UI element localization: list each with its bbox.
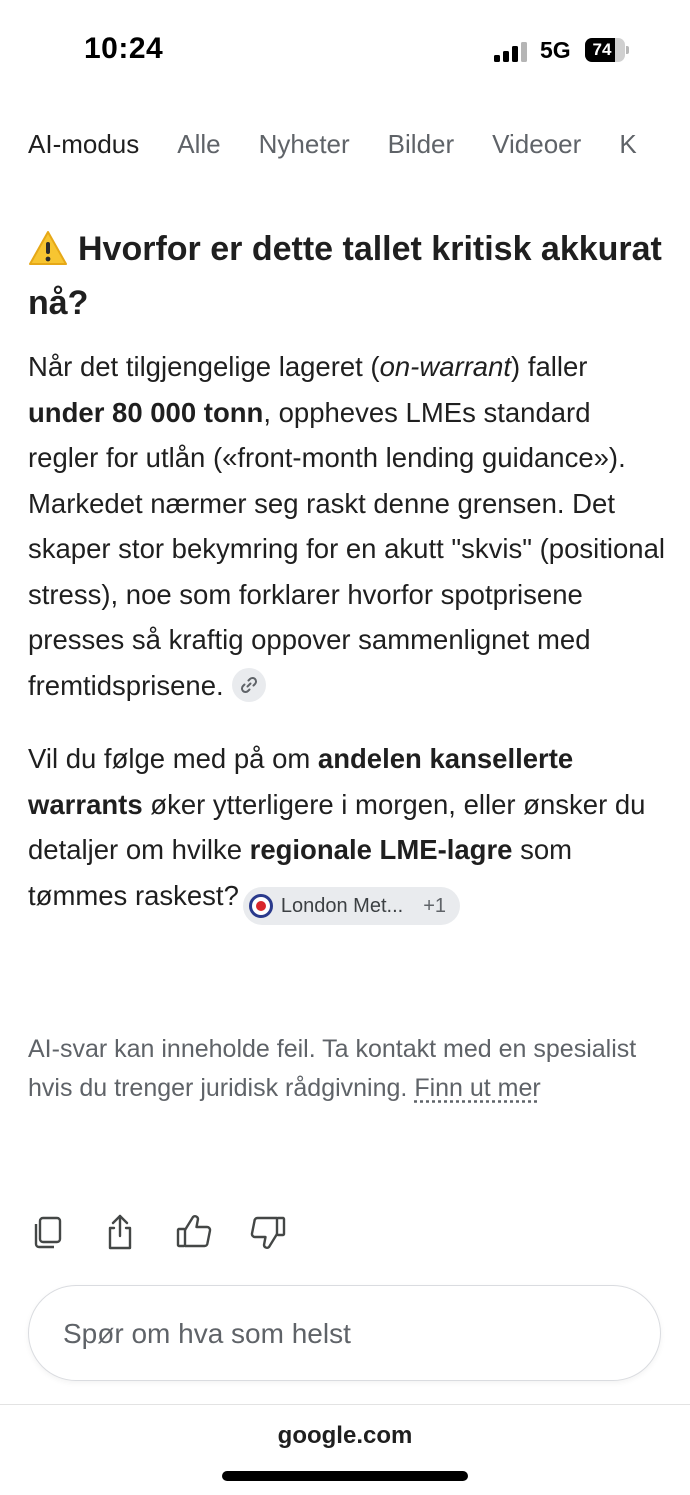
share-icon[interactable] [100, 1212, 140, 1252]
ai-answer [28, 222, 668, 925]
link-icon [240, 676, 258, 694]
tab-ai-mode[interactable]: AI-modus [28, 129, 140, 159]
thumbs-up-icon[interactable] [174, 1212, 214, 1252]
network-type: 5G [540, 37, 571, 63]
disclaimer-text: AI-svar kan inneholde feil. Ta kontakt med en spesialist hvis du trenger juridisk rådgivning. [28, 1035, 637, 1102]
source-chip-label: London Met... [280, 894, 404, 917]
ai-disclaimer [28, 1030, 668, 1107]
home-indicator[interactable] [222, 1471, 468, 1481]
tab-more[interactable]: K [619, 129, 637, 159]
battery-level: 74 [592, 40, 612, 59]
text-bold: under 80 000 tonn [28, 396, 264, 428]
lme-logo-icon [249, 894, 273, 918]
warning-icon [28, 230, 68, 266]
battery-icon [585, 38, 629, 62]
search-tabs [28, 122, 690, 168]
browser-url[interactable]: google.com [277, 1422, 413, 1449]
source-chip-extra: +1 [423, 894, 446, 917]
answer-heading [28, 222, 668, 330]
tab-news[interactable]: Nyheter [258, 129, 350, 159]
text-bold: regionale LME-lagre [249, 834, 513, 865]
source-chip[interactable] [243, 887, 460, 925]
text-segment: Vil du følge med på om [28, 743, 318, 774]
ask-input[interactable] [63, 1314, 623, 1354]
text-segment: Når det tilgjengelige lageret ( [28, 351, 380, 382]
text-segment: øker ytterligere i morgen, eller ønsker du detaljer om hvilke [28, 788, 646, 865]
answer-heading-text: Hvorfor er dette tallet kritisk akkurat nå? [28, 230, 662, 322]
thumbs-down-icon[interactable] [248, 1212, 288, 1252]
tab-videos[interactable]: Videoer [492, 129, 582, 159]
copy-icon[interactable] [28, 1212, 68, 1252]
text-segment: som tømmes raskest? [28, 834, 573, 911]
browser-divider [0, 1404, 690, 1405]
text-segment: , oppheves LMEs standard regler for utlån («front-month lending guidance»). Markedet nærmer seg raskt denne grensen. Det skaper stor bekymring for en akutt "skvis" (positional stress), noe som forklarer hvorfor spotprisene presses så kraftig oppover sammenlignet med fremtidsprisene. [28, 396, 665, 701]
cellular-signal-icon [494, 42, 530, 62]
status-time: 10:24 [84, 32, 164, 65]
tab-all[interactable]: Alle [177, 129, 221, 159]
citation-link-button[interactable] [232, 668, 266, 702]
text-bold: andelen kansellerte warrants [28, 743, 574, 820]
learn-more-link[interactable]: Finn ut mer [414, 1073, 541, 1102]
text-segment: ) faller [511, 351, 588, 382]
answer-paragraph-2 [28, 736, 668, 925]
status-bar [0, 0, 690, 100]
answer-paragraph-1 [28, 344, 668, 708]
ask-box [28, 1285, 661, 1381]
tab-images[interactable]: Bilder [387, 129, 455, 159]
text-italic: on-warrant [379, 351, 512, 382]
